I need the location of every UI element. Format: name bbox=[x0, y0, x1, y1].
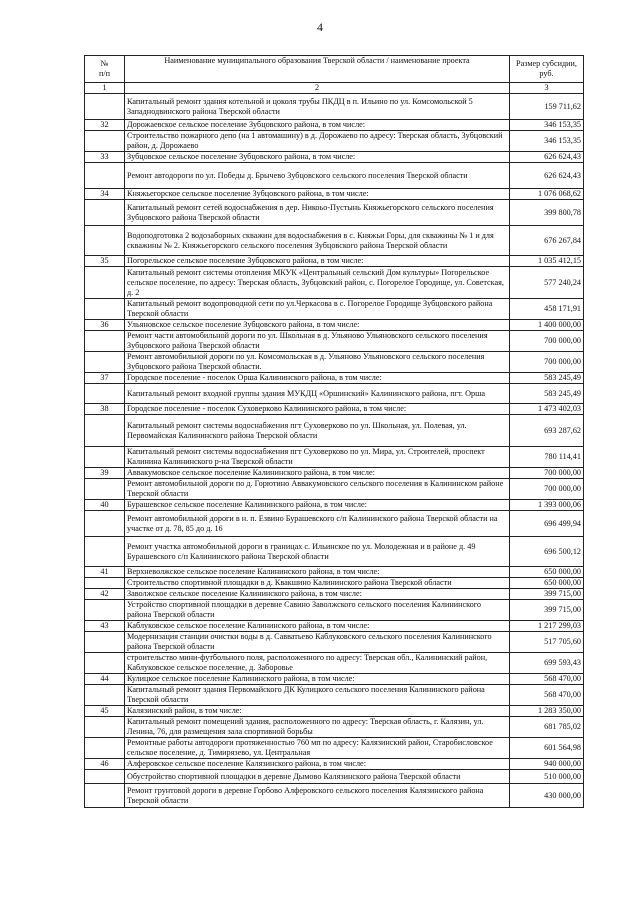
row-amount: 696 499,94 bbox=[510, 511, 584, 537]
row-name: строительство мини-футбольного поля, расположенного по адресу: Тверская обл., Калининский район, Каблуковское сельское поселение, д. Заборовье bbox=[125, 653, 510, 674]
row-name: Кулицкое сельское поселение Калининского района, в том числе: bbox=[125, 674, 510, 685]
settlement-row bbox=[85, 404, 584, 415]
row-amount: 583 245,49 bbox=[510, 373, 584, 384]
row-amount: 700 000,00 bbox=[510, 468, 584, 479]
project-row bbox=[85, 447, 584, 468]
row-name: Обустройство спортивной площадки в деревне Дымово Калязинского района Тверской области bbox=[125, 770, 510, 784]
row-amount: 577 240,24 bbox=[510, 267, 584, 299]
row-name: Капитальный ремонт водопроводной сети по ул.Черкасова в с. Погорелое Городище Зубцовского района Тверской области bbox=[125, 299, 510, 320]
row-name: Аввакумовское сельское поселение Калининского района, в том числе: bbox=[125, 468, 510, 479]
row-amount: 699 593,43 bbox=[510, 653, 584, 674]
row-amount: 1 283 350,00 bbox=[510, 706, 584, 717]
row-name: Верхневолжское сельское поселение Калининского района, в том числе: bbox=[125, 567, 510, 578]
row-number: 32 bbox=[85, 120, 125, 131]
project-row bbox=[85, 331, 584, 352]
row-amount: 681 785,02 bbox=[510, 717, 584, 738]
column-index-2: 2 bbox=[125, 83, 510, 94]
project-row bbox=[85, 653, 584, 674]
row-name: Погорельское сельское поселение Зубцовского района, в том числе: bbox=[125, 256, 510, 267]
row-name: Ремонт грунтовой дороги в деревне Горбово Алферовского сельского поселения Калязинского района Тверской области bbox=[125, 784, 510, 808]
settlement-row bbox=[85, 152, 584, 163]
row-name: Устройство спортивной площадки в деревне Савино Заволжского сельского поселения Калининского района Тверской области bbox=[125, 600, 510, 621]
row-number bbox=[85, 267, 125, 299]
row-name: Калязинский район, в том числе: bbox=[125, 706, 510, 717]
row-amount: 346 153,35 bbox=[510, 120, 584, 131]
row-amount: 780 114,41 bbox=[510, 447, 584, 468]
row-number bbox=[85, 447, 125, 468]
page-number: 4 bbox=[317, 20, 323, 34]
row-number: 35 bbox=[85, 256, 125, 267]
row-number bbox=[85, 299, 125, 320]
row-name: Ремонт автомобильной дороги в н. п. Езвино Бурашевского с/п Калининского района Тверской области на участке от д. 78, 85 до д. 16 bbox=[125, 511, 510, 537]
row-amount: 399 715,00 bbox=[510, 600, 584, 621]
row-amount: 700 000,00 bbox=[510, 352, 584, 373]
row-name: Бурашевское сельское поселение Калининского района, в том числе: bbox=[125, 500, 510, 511]
row-number: 42 bbox=[85, 589, 125, 600]
row-name: Зубцовское сельское поселение Зубцовского района, в том числе: bbox=[125, 152, 510, 163]
header-name: Наименование муниципального образования Тверской области / наименование проекта bbox=[125, 56, 510, 83]
row-number bbox=[85, 331, 125, 352]
row-name: Капитальный ремонт здания Первомайского ДК Кулицкого сельского поселения Калининского района Тверской области bbox=[125, 685, 510, 706]
project-row bbox=[85, 131, 584, 152]
row-name: Ульяновское сельское поселение Зубцовского района, в том числе: bbox=[125, 320, 510, 331]
row-number: 46 bbox=[85, 759, 125, 770]
row-amount: 399 715,00 bbox=[510, 589, 584, 600]
row-name: Городское поселение - поселок Орша Калининского района, в том числе: bbox=[125, 373, 510, 384]
row-name: Капитальный ремонт системы водоснабжения пгт Суховерково по ул. Школьная, ул. Полевая, ул. Первомайская Калининского района Тверской области bbox=[125, 415, 510, 447]
row-name: Капитальный ремонт здания котельной и цоколя трубы ПКДЦ в п. Ильино по ул. Комсомольской 5 Западнодвинского района Тверской области bbox=[125, 94, 510, 120]
settlement-row bbox=[85, 189, 584, 200]
row-name: Ремонт участка автомобильной дороги в границах с. Ильинское по ул. Молодежная и в районе д. 49 Бурашевского с/п Калининского района Тверской области bbox=[125, 537, 510, 567]
row-name: Ремонт автодороги по ул. Победы д. Брычево Зубцовского сельского поселения Тверской области bbox=[125, 163, 510, 189]
project-row bbox=[85, 717, 584, 738]
row-number: 40 bbox=[85, 500, 125, 511]
row-amount: 1 035 412,15 bbox=[510, 256, 584, 267]
table-header-row bbox=[85, 56, 584, 83]
project-row bbox=[85, 415, 584, 447]
row-name: Заволжское сельское поселение Калининского района, в том числе: bbox=[125, 589, 510, 600]
project-row bbox=[85, 600, 584, 621]
row-number bbox=[85, 537, 125, 567]
row-name: Княжьегорское сельское поселение Зубцовского района, в том числе: bbox=[125, 189, 510, 200]
row-number: 34 bbox=[85, 189, 125, 200]
row-number bbox=[85, 600, 125, 621]
row-number: 41 bbox=[85, 567, 125, 578]
settlement-row bbox=[85, 500, 584, 511]
project-row bbox=[85, 770, 584, 784]
project-row bbox=[85, 738, 584, 759]
header-number bbox=[85, 56, 125, 83]
row-amount: 1 393 000,06 bbox=[510, 500, 584, 511]
row-number: 37 bbox=[85, 373, 125, 384]
row-number: 45 bbox=[85, 706, 125, 717]
row-name: Каблуковское сельское поселение Калининского района, в том числе: bbox=[125, 621, 510, 632]
subsidy-table bbox=[84, 55, 584, 808]
row-number bbox=[85, 685, 125, 706]
settlement-row bbox=[85, 674, 584, 685]
project-row bbox=[85, 384, 584, 404]
row-amount: 676 267,84 bbox=[510, 226, 584, 256]
row-amount: 650 000,00 bbox=[510, 567, 584, 578]
row-amount: 626 624,43 bbox=[510, 163, 584, 189]
row-amount: 458 171,91 bbox=[510, 299, 584, 320]
row-number: 44 bbox=[85, 674, 125, 685]
settlement-row bbox=[85, 706, 584, 717]
row-amount: 1 400 000,00 bbox=[510, 320, 584, 331]
project-row bbox=[85, 479, 584, 500]
row-name: Водоподготовка 2 водозаборных скважин для водоснабжения в с. Княжьи Горы, для скважины № 1 и для скважины № 2. Княжьегорского сельского поселения Зубцовского района Тверской области bbox=[125, 226, 510, 256]
settlement-row bbox=[85, 621, 584, 632]
row-number bbox=[85, 226, 125, 256]
row-number bbox=[85, 163, 125, 189]
row-amount: 568 470,00 bbox=[510, 674, 584, 685]
settlement-row bbox=[85, 120, 584, 131]
row-name: Городское поселение - поселок Суховерково Калининского района, в том числе: bbox=[125, 404, 510, 415]
row-name: Дорожаевское сельское поселение Зубцовского района, в том числе: bbox=[125, 120, 510, 131]
settlement-row bbox=[85, 256, 584, 267]
row-number bbox=[85, 770, 125, 784]
row-amount: 700 000,00 bbox=[510, 479, 584, 500]
row-name: Ремонтные работы автодороги протяженностью 760 мп по адресу: Калязинский район, Старобисловское сельское поселение, д. Тимирязево, ул. Центральная bbox=[125, 738, 510, 759]
row-amount: 510 000,00 bbox=[510, 770, 584, 784]
row-number: 43 bbox=[85, 621, 125, 632]
row-amount: 1 473 402,03 bbox=[510, 404, 584, 415]
row-name: Капитальный ремонт системы водоснабжения пгт Суховерково по ул. Мира, ул. Строителей, проспект Калинина Калининского р-на Тверской области bbox=[125, 447, 510, 468]
row-number bbox=[85, 784, 125, 808]
row-name: Строительство спортивной площадки в д. Квакшино Калининского района Тверской области bbox=[125, 578, 510, 589]
settlement-row bbox=[85, 759, 584, 770]
project-row bbox=[85, 632, 584, 653]
row-number bbox=[85, 578, 125, 589]
row-amount: 693 287,62 bbox=[510, 415, 584, 447]
row-name: Ремонт автомобильной дороги по ул. Комсомольская в д. Ульяново Ульяновского сельского поселения Зубцовского района Тверской области. bbox=[125, 352, 510, 373]
row-number bbox=[85, 738, 125, 759]
column-index-3: 3 bbox=[510, 83, 584, 94]
row-name: Строительство пожарного депо (на 1 автомашину) в д. Дорожаево по адресу: Тверская область, Зубцовский район, д. Дорожаево bbox=[125, 131, 510, 152]
row-amount: 346 153,35 bbox=[510, 131, 584, 152]
project-row bbox=[85, 784, 584, 808]
project-row bbox=[85, 267, 584, 299]
row-amount: 1 217 299,03 bbox=[510, 621, 584, 632]
row-amount: 517 705,60 bbox=[510, 632, 584, 653]
row-number bbox=[85, 511, 125, 537]
row-number bbox=[85, 717, 125, 738]
row-number bbox=[85, 653, 125, 674]
project-row bbox=[85, 163, 584, 189]
row-amount: 159 711,62 bbox=[510, 94, 584, 120]
project-row bbox=[85, 511, 584, 537]
row-number: 38 bbox=[85, 404, 125, 415]
row-number: 39 bbox=[85, 468, 125, 479]
row-number bbox=[85, 94, 125, 120]
row-name: Алферовское сельское поселение Калязинского района, в том числе: bbox=[125, 759, 510, 770]
row-name: Капитальный ремонт системы отопления МКУК «Центральный сельский Дом культуры» Погорельское сельское поселение, по адресу: Тверская область, Зубцовский район, с. Погорелое Городище, ул. Советская, д. 2 bbox=[125, 267, 510, 299]
row-amount: 568 470,00 bbox=[510, 685, 584, 706]
row-amount: 650 000,00 bbox=[510, 578, 584, 589]
settlement-row bbox=[85, 320, 584, 331]
row-amount: 1 076 068,62 bbox=[510, 189, 584, 200]
settlement-row bbox=[85, 373, 584, 384]
row-name: Ремонт части автомобильной дороги по ул. Школьная в д. Ульяново Ульяновского сельского поселения Зубцовского района Тверской области bbox=[125, 331, 510, 352]
row-amount: 696 500,12 bbox=[510, 537, 584, 567]
row-number bbox=[85, 200, 125, 226]
project-row bbox=[85, 537, 584, 567]
row-amount: 399 800,78 bbox=[510, 200, 584, 226]
project-row bbox=[85, 352, 584, 373]
row-amount: 700 000,00 bbox=[510, 331, 584, 352]
row-number bbox=[85, 415, 125, 447]
row-name: Капитальный ремонт сетей водоснабжения в дер. Никоьо-Пустынь Княжьегорского сельского поселения Зубцовского района Тверской области bbox=[125, 200, 510, 226]
row-amount: 601 564,98 bbox=[510, 738, 584, 759]
row-name: Капитальный ремонт входной группы здания МУКДЦ «Оршинский» Калининского района, пгт. Орша bbox=[125, 384, 510, 404]
row-name: Капитальный ремонт помещений здания, расположенного по адресу: Тверская область, г. Калязин, ул. Ленина, 76, для размещения зала спортивной борьбы bbox=[125, 717, 510, 738]
row-number bbox=[85, 479, 125, 500]
row-number bbox=[85, 384, 125, 404]
table-body bbox=[85, 94, 584, 808]
row-number bbox=[85, 352, 125, 373]
settlement-row bbox=[85, 589, 584, 600]
column-index-row bbox=[85, 83, 584, 94]
row-name: Ремонт автомобильной дороги по д. Горютино Аввакумовского сельского поселения в Калининском районе Тверской области bbox=[125, 479, 510, 500]
settlement-row bbox=[85, 468, 584, 479]
project-row bbox=[85, 200, 584, 226]
row-number bbox=[85, 131, 125, 152]
row-number: 36 bbox=[85, 320, 125, 331]
row-amount: 430 000,00 bbox=[510, 784, 584, 808]
row-amount: 626 624,43 bbox=[510, 152, 584, 163]
row-number: 33 bbox=[85, 152, 125, 163]
row-number bbox=[85, 632, 125, 653]
project-row bbox=[85, 578, 584, 589]
project-row bbox=[85, 685, 584, 706]
header-number-text: № п/п bbox=[98, 59, 111, 78]
project-row bbox=[85, 299, 584, 320]
project-row bbox=[85, 226, 584, 256]
row-name: Модернизация станции очистки воды в д. Савватьево Каблуковского сельского поселения Калининского района Тверской области bbox=[125, 632, 510, 653]
column-index-1: 1 bbox=[85, 83, 125, 94]
header-amount: Размер субсидии, руб. bbox=[510, 56, 584, 83]
project-row bbox=[85, 94, 584, 120]
row-amount: 940 000,00 bbox=[510, 759, 584, 770]
settlement-row bbox=[85, 567, 584, 578]
row-amount: 583 245,49 bbox=[510, 384, 584, 404]
